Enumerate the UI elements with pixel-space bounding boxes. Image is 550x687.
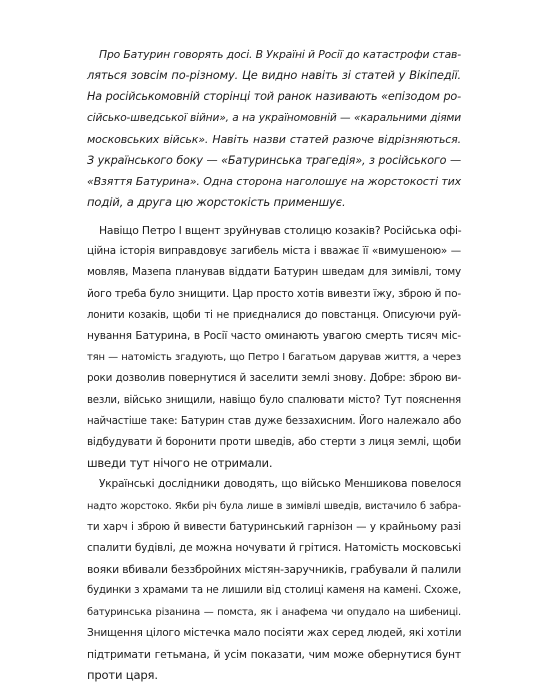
intro-line: З українського боку — «Батуринська трагедія», з російського — (87, 154, 461, 168)
intro-line: сійсько-шведської війни», а на україномовній — «каральними діями (87, 111, 461, 124)
paragraph-2-line: Знищення цілого містечка мало посіяти жах серед людей, які хотіли (87, 626, 462, 639)
paragraph-1-line: везли, військо знищили, навіщо було спалювати місто? Тут пояснення (87, 394, 461, 406)
paragraph-1-line: нування Батурина, в Росії часто оминають увагою смерть тисяч міс- (87, 330, 461, 343)
paragraph-1-line: Навіщо Петро І вщент зруйнував столицю козаків? Російська офі- (99, 224, 462, 237)
paragraph-2-line: підтримати гетьмана, й усім показати, чим може обернутися бунт (87, 648, 461, 662)
paragraph-2-line: надто жорстоко. Якби річ була лише в зимівлі шведів, вистачило б забра- (87, 500, 461, 512)
paragraph-1-line: ційна історія виправдовує загибель міста і вважає її «вимушеною» — (87, 245, 461, 258)
paragraph-2-line: ти харч і зброю й вивести батуринський гарнізон — у крайньому разі (87, 520, 461, 533)
paragraph-1-line: найчастіше таке: Батурин став дуже беззахисним. Його належало або (87, 415, 461, 427)
paragraph-2-line: спалити будівлі, де можна ночувати й грітися. Натомість московські (87, 542, 461, 555)
body-text-block (87, 220, 461, 686)
paragraph-1-line: шведи тут нічого не отримали. (87, 456, 273, 471)
paragraph-1-line: відбудувати й боронити проти шведів, або стерти з лиця землі, щоби (87, 436, 461, 449)
intro-line: подій, а друга цю жорстокість применшує. (87, 195, 346, 210)
intro-line: ляться зовсім по-різному. Це видно навіть зі статей у Вікіпедії. (87, 68, 461, 83)
intro-line: На російськомовній сторінці той ранок називають «епізодом ро- (87, 90, 461, 104)
paragraph-1-line: мовляв, Мазепа планував віддати Батурин шведам для зимівлі, тому (87, 266, 461, 279)
intro-line: Про Батурин говорять досі. В Україні й Росії до катастрофи став- (99, 48, 461, 61)
paragraph-1-line: його треба було знищити. Цар просто хотів вивезти їжу, зброю й по- (87, 287, 461, 300)
paragraph-2-line: вояки вбивали беззбройних містян-заручників, грабували й палили (87, 563, 462, 577)
paragraph-1-line: лонити козаків, щоби ті не приєдналися до повстанця. Описуючи руй- (87, 309, 461, 321)
intro-line: московських військ». Навіть назви статей разюче відрізняються. (87, 132, 461, 146)
intro-quote-block (87, 44, 461, 214)
paragraph-2-line: батуринська різанина — помста, як і анафема чи опудало на шибениці. (87, 606, 461, 618)
paragraph-2-line: проти царя. (87, 668, 158, 683)
paragraph-2-line: будинки з храмами та не лишили від столиці каменя на камені. Схоже, (87, 585, 461, 597)
paragraph-1-line: тян — натомість згадують, що Петро І багатьом дарував життя, а через (87, 352, 461, 364)
paragraph-1-line: роки дозволив повернутися й заселити землі знову. Добре: зброю ви- (87, 372, 461, 385)
intro-line: «Взяття Батурина». Одна сторона наголошує на жорстокості тих (87, 175, 461, 189)
paragraph-2-line: Українські дослідники доводять, що військо Меншикова повелося (99, 478, 461, 491)
